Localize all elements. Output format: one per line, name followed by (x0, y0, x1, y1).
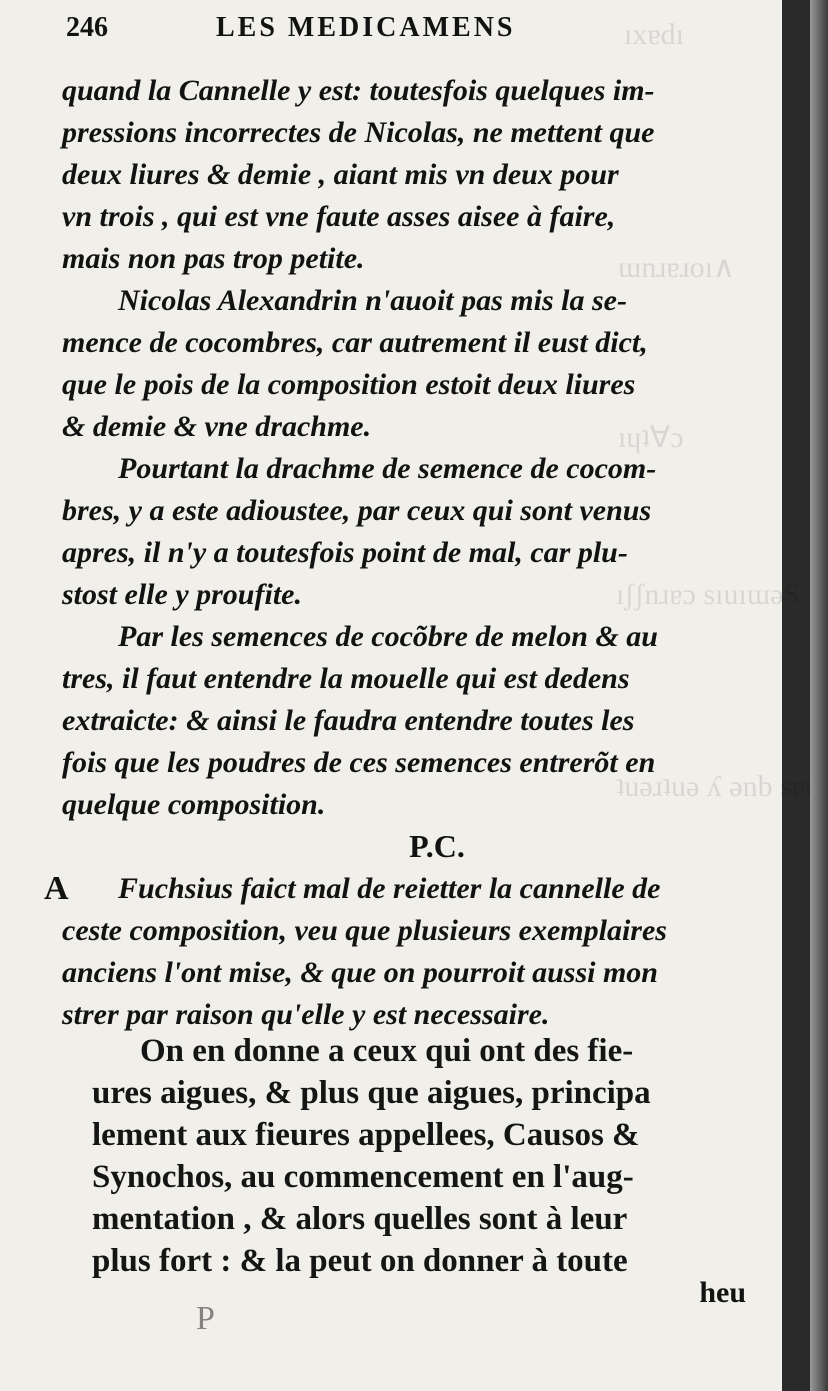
text-line: apres, il n'y a toutesfois point de mal, car plu- (62, 536, 628, 569)
text-line: fois que les poudres de ces semences entrerõt en (62, 746, 656, 779)
text-line: mence de cocombres, car autrement il eust dict, (62, 326, 648, 359)
text-line: strer par raison qu'elle y est necessaire. (62, 998, 550, 1031)
text-line: & demie & vne drachme. (62, 410, 372, 443)
text-line: mentation , & alors quelles sont à leur (92, 1201, 628, 1237)
text-line: lement aux fieures appellees, Causos & (92, 1117, 640, 1153)
text-line: ceste composition, veu que plusieurs exemplaires (62, 914, 667, 947)
catchword: heu (699, 1276, 746, 1309)
text-line: Fuchsius faict mal de reietter la cannelle de (118, 872, 661, 905)
text-line: stost elle y proufite. (62, 578, 302, 611)
section-heading: P.C. (409, 828, 465, 864)
text-line: quand la Cannelle y est: toutesfois quelques im- (62, 74, 655, 107)
text-line: plus fort : & la peut on donner à toute (92, 1243, 628, 1279)
page-number: 246 (66, 12, 108, 43)
text-line: extraicte: & ainsi le faudra entendre toutes les (62, 704, 635, 737)
signature-mark: P (196, 1300, 215, 1337)
text-line: tres, il faut entendre la mouelle qui est dedens (62, 662, 630, 695)
roman-text-block (92, 1030, 772, 1282)
text-line: ures aigues, & plus que aigues, principa (92, 1075, 651, 1111)
running-title: LES MEDICAMENS (216, 12, 516, 43)
running-head (66, 12, 706, 48)
text-line: Pourtant la drachme de semence de cocom- (118, 452, 657, 485)
text-line: Synochos, au commencement en l'aug- (92, 1159, 634, 1195)
page-edge-shadow (810, 0, 828, 1391)
margin-letter: A (44, 870, 69, 907)
text-line: vn trois , qui est vne faute asses aisee à faire, (62, 200, 616, 233)
text-line: deux liures & demie , aiant mis vn deux pour (62, 158, 619, 191)
text-line: anciens l'ont mise, & que on pourroit aussi mon (62, 956, 658, 989)
text-line: mais non pas trop petite. (62, 242, 365, 275)
text-line: quelque composition. (62, 788, 326, 821)
text-line: On en donne a ceux qui ont des fie- (140, 1033, 634, 1069)
text-line: Nicolas Alexandrin n'auoit pas mis la se- (118, 284, 627, 317)
text-line: Par les semences de cocõbre de melon & au (118, 620, 658, 653)
show-through-text: ıxɐdı ɯnɹɐɹoı∧ ıɥʇ∀ɔ ıʃʃnɹɐɔ sıuıɯǝS ʇuǝɹʇuǝ ʎ ǝnb sɐɯ (616, 18, 828, 803)
text-line: pressions incorrectes de Nicolas, ne mettent que (62, 116, 655, 149)
text-line: bres, y a este adioustee, par ceux qui sont venus (62, 494, 652, 527)
text-line: que le pois de la composition estoit deux liures (62, 368, 636, 401)
italic-text-block (62, 70, 772, 1036)
